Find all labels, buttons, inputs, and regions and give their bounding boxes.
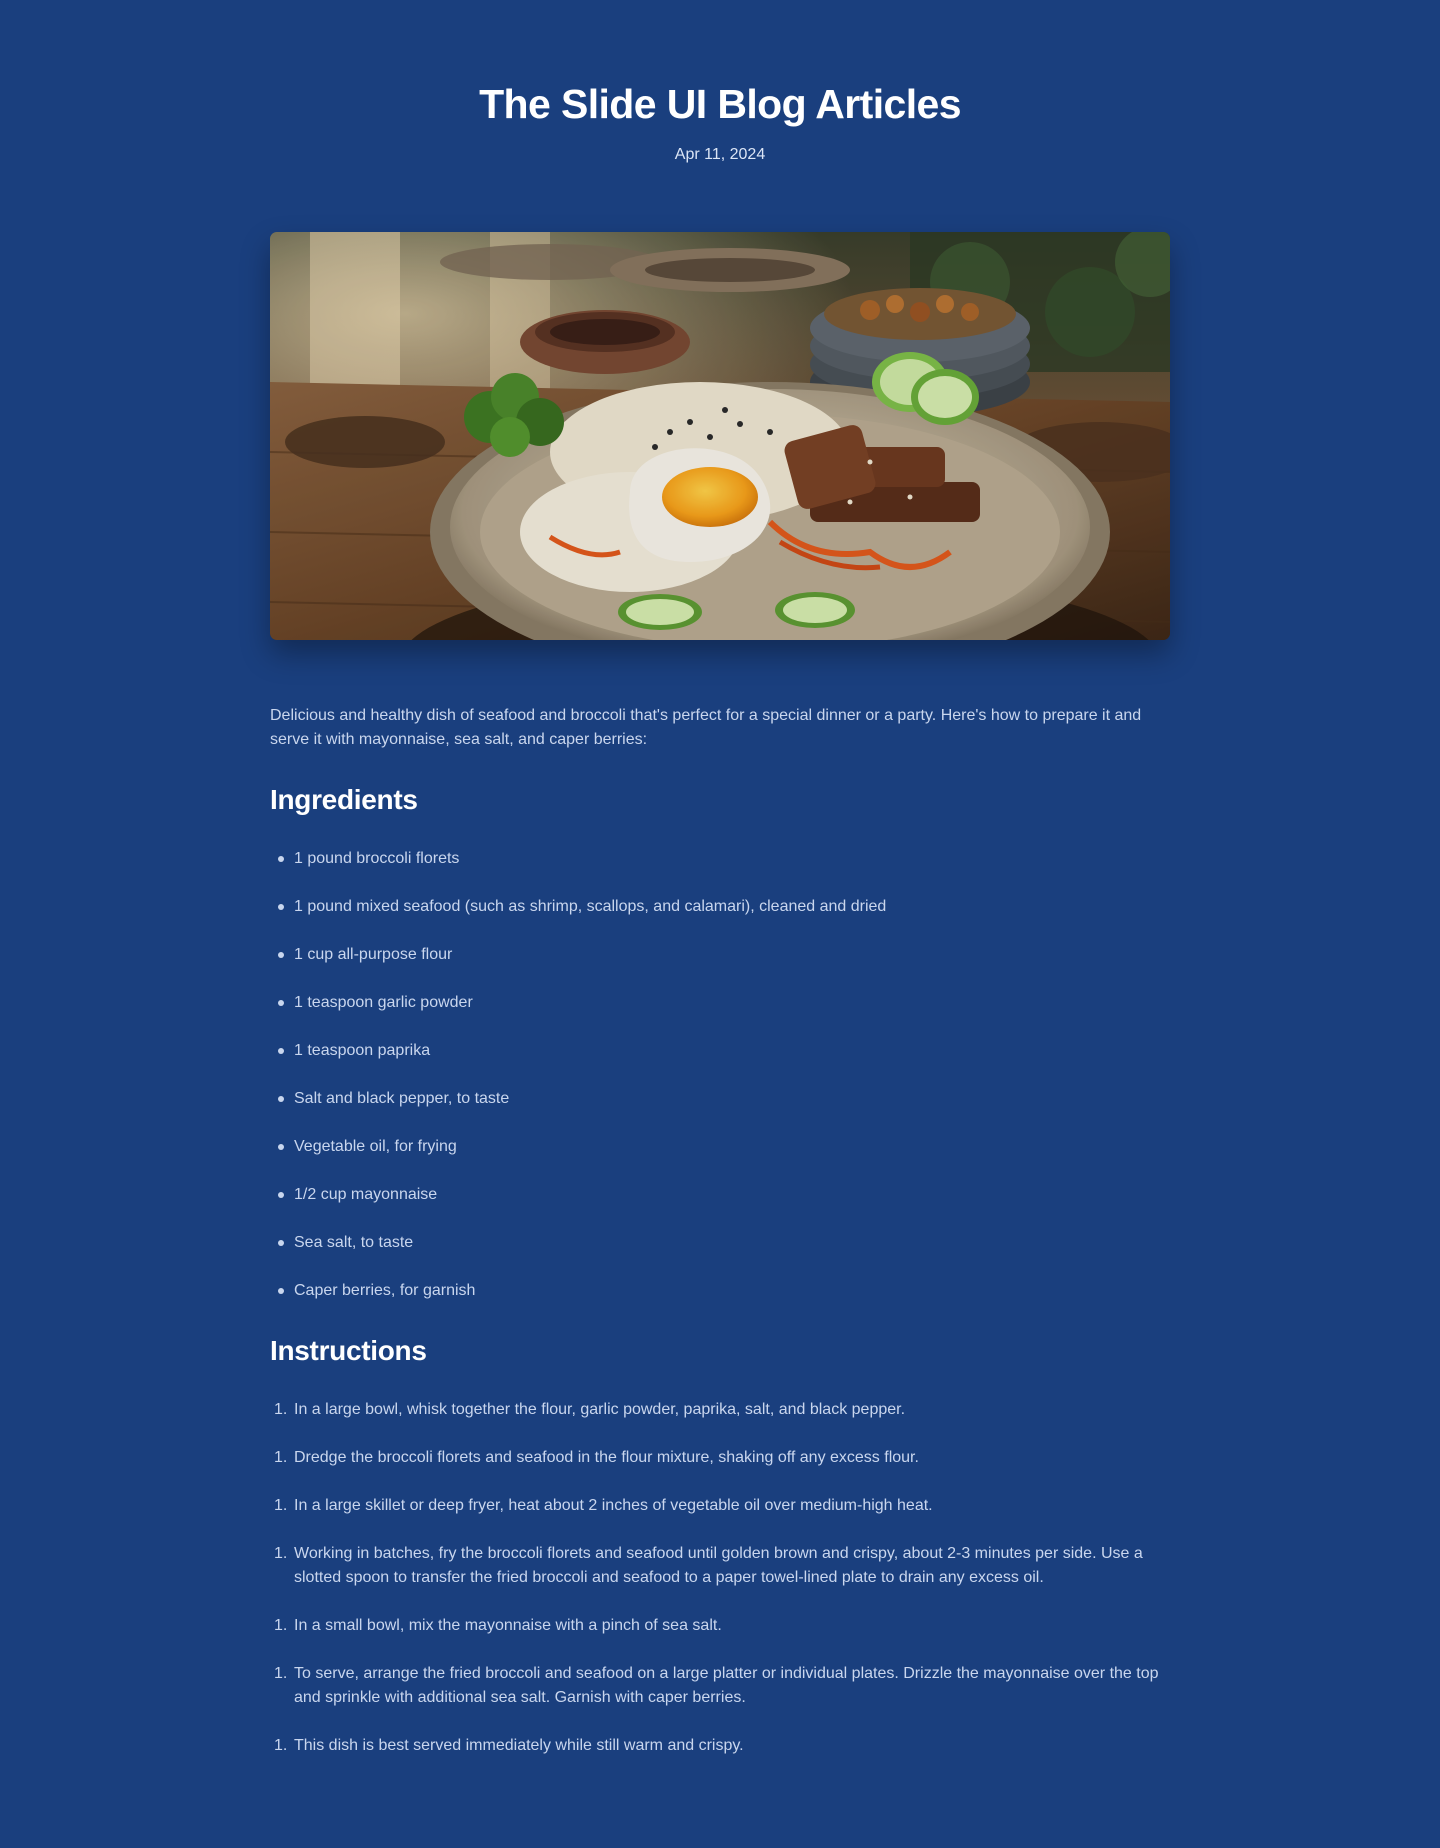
ingredient-item bbox=[270, 1279, 1170, 1303]
ingredient-text: 1/2 cup mayonnaise bbox=[294, 1186, 438, 1203]
instruction-step bbox=[270, 1734, 1170, 1758]
step-number: 1. bbox=[274, 1737, 288, 1754]
ingredient-item bbox=[270, 1135, 1170, 1159]
step-number: 1. bbox=[274, 1401, 288, 1418]
instruction-step bbox=[270, 1662, 1170, 1710]
article-body bbox=[270, 704, 1170, 1758]
instructions-list bbox=[270, 1398, 1170, 1758]
ingredient-item bbox=[270, 1039, 1170, 1063]
ingredient-text: Sea salt, to taste bbox=[294, 1234, 414, 1251]
bullet-icon bbox=[278, 1096, 284, 1102]
ingredient-text: 1 teaspoon paprika bbox=[294, 1042, 431, 1059]
bullet-icon bbox=[278, 1240, 284, 1246]
ingredient-item bbox=[270, 1231, 1170, 1255]
ingredient-text: 1 pound broccoli florets bbox=[294, 850, 460, 867]
food-photo-image bbox=[270, 232, 1170, 640]
step-text: In a small bowl, mix the mayonnaise with a pinch of sea salt. bbox=[294, 1617, 722, 1634]
page-title: The Slide UI Blog Articles bbox=[479, 81, 961, 127]
step-text: Dredge the broccoli florets and seafood in the flour mixture, shaking off any excess flour. bbox=[294, 1449, 919, 1466]
bullet-icon bbox=[278, 952, 284, 958]
bullet-icon bbox=[278, 1048, 284, 1054]
bullet-icon bbox=[278, 1288, 284, 1294]
ingredient-text: Caper berries, for garnish bbox=[294, 1282, 476, 1299]
hero-image bbox=[270, 232, 1170, 640]
step-text: To serve, arrange the fried broccoli and seafood on a large platter or individual plates. Drizzle the mayonnaise over the top and sprinkle with additional sea salt. Garnish with caper berries. bbox=[294, 1665, 1159, 1706]
instruction-step bbox=[270, 1614, 1170, 1638]
step-number: 1. bbox=[274, 1665, 288, 1682]
bullet-icon bbox=[278, 1000, 284, 1006]
ingredient-item bbox=[270, 943, 1170, 967]
bullet-icon bbox=[278, 1144, 284, 1150]
instruction-step bbox=[270, 1398, 1170, 1422]
ingredient-text: 1 teaspoon garlic powder bbox=[294, 994, 473, 1011]
bullet-icon bbox=[278, 1192, 284, 1198]
ingredients-heading: Ingredients bbox=[270, 784, 418, 815]
step-text: In a large skillet or deep fryer, heat about 2 inches of vegetable oil over medium-high heat. bbox=[294, 1497, 933, 1514]
step-text: Working in batches, fry the broccoli florets and seafood until golden brown and crispy, about 2-3 minutes per side. Use a slotted spoon to transfer the fried broccoli and seafood to a paper towel-lined plate to drain any excess oil. bbox=[294, 1545, 1143, 1586]
instructions-heading: Instructions bbox=[270, 1335, 427, 1366]
bullet-icon bbox=[278, 856, 284, 862]
publish-date: Apr 11, 2024 bbox=[674, 146, 766, 163]
ingredient-text: 1 pound mixed seafood (such as shrimp, scallops, and calamari), cleaned and dried bbox=[294, 898, 887, 915]
ingredient-text: Vegetable oil, for frying bbox=[294, 1138, 457, 1155]
intro-paragraph: Delicious and healthy dish of seafood and broccoli that's perfect for a special dinner or a party. Here's how to prepare it and serve it with mayonnaise, sea salt, and caper berries: bbox=[270, 707, 1142, 748]
instruction-step bbox=[270, 1542, 1170, 1590]
ingredient-text: 1 cup all-purpose flour bbox=[294, 946, 453, 963]
step-text: This dish is best served immediately while still warm and crispy. bbox=[294, 1737, 744, 1754]
step-number: 1. bbox=[274, 1545, 288, 1562]
step-number: 1. bbox=[274, 1497, 288, 1514]
ingredients-list bbox=[270, 847, 1170, 1303]
step-text: In a large bowl, whisk together the flour, garlic powder, paprika, salt, and black pepper. bbox=[294, 1401, 906, 1418]
ingredient-item bbox=[270, 847, 1170, 871]
ingredient-item bbox=[270, 991, 1170, 1015]
bullet-icon bbox=[278, 904, 284, 910]
step-number: 1. bbox=[274, 1449, 288, 1466]
instruction-step bbox=[270, 1446, 1170, 1470]
ingredient-text: Salt and black pepper, to taste bbox=[294, 1090, 510, 1107]
ingredient-item bbox=[270, 895, 1170, 919]
ingredient-item bbox=[270, 1183, 1170, 1207]
article-header bbox=[0, 76, 1440, 166]
instruction-step bbox=[270, 1494, 1170, 1518]
ingredient-item bbox=[270, 1087, 1170, 1111]
step-number: 1. bbox=[274, 1617, 288, 1634]
